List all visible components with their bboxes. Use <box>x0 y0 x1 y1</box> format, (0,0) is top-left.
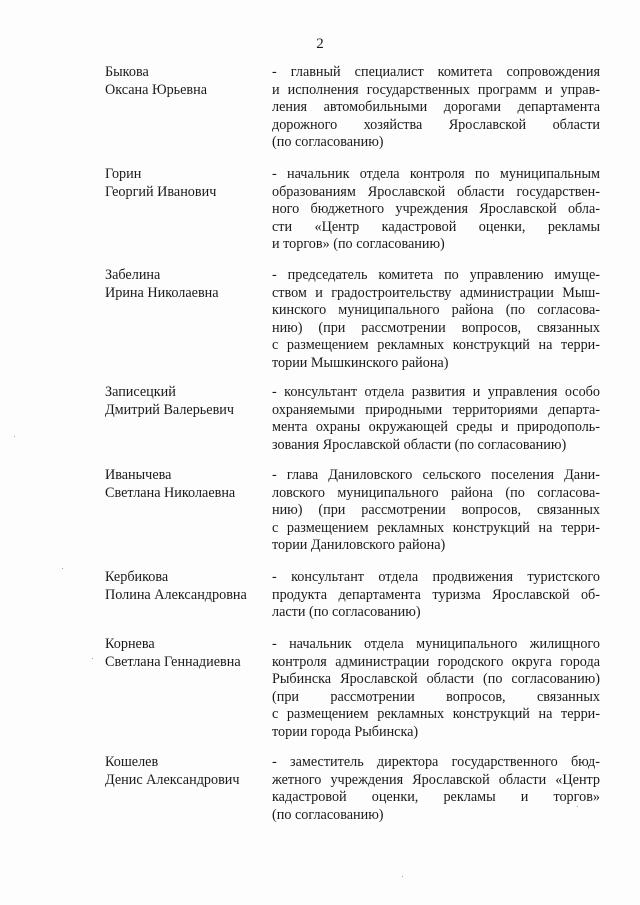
position-line: ления автомобильными дорогами департамента <box>272 99 600 115</box>
member-given-name: Денис Александрович <box>105 771 240 788</box>
position-line: и торгов» (по согласованию) <box>272 236 445 252</box>
member-surname: Корнева <box>105 636 155 652</box>
position-line: - председатель комитета по управлению имуще- <box>272 267 600 283</box>
member-name <box>105 467 265 502</box>
scan-speck <box>402 876 403 877</box>
member-position <box>272 384 600 454</box>
position-line: - начальник отдела контроля по муниципальным <box>272 166 600 182</box>
position-line: - консультант отдела развития и управления особо <box>272 384 600 400</box>
position-line: ласти (по согласованию) <box>272 604 421 620</box>
position-line: (по согласованию) <box>272 134 384 150</box>
scan-speck <box>577 806 578 807</box>
member-surname: Записецкий <box>105 384 176 400</box>
member-surname: Забелина <box>105 267 161 283</box>
position-line: образованиям Ярославской области государствен- <box>272 183 600 200</box>
position-line: с размещением рекламных конструкций на терри- <box>272 337 600 353</box>
member-surname: Быкова <box>105 64 149 80</box>
member-name <box>105 267 265 302</box>
member-name <box>105 64 265 99</box>
scan-speck <box>14 436 15 437</box>
position-line: ловского муниципального района (по согласова- <box>272 484 600 501</box>
position-line: тории Мышкинского района) <box>272 354 449 371</box>
member-given-name: Дмитрий Валерьевич <box>105 401 234 418</box>
page-number: 2 <box>316 36 324 52</box>
member-position <box>272 569 600 622</box>
member-position <box>272 636 600 741</box>
position-line: кинского муниципального района (по согласова- <box>272 302 600 318</box>
member-surname: Кербикова <box>105 569 169 585</box>
position-line: (при рассмотрении вопросов, связанных <box>272 688 600 705</box>
position-line: ного бюджетного учреждения Ярославской обла- <box>272 201 600 217</box>
scan-speck <box>62 568 63 569</box>
member-given-name: Ирина Николаевна <box>105 284 219 301</box>
position-line: ством и градостроительству администрации Мыш- <box>272 284 600 301</box>
member-given-name: Светлана Геннадиевна <box>105 653 241 670</box>
position-line: тории города Рыбинска) <box>272 723 419 740</box>
member-name <box>105 569 265 604</box>
position-line: нию) (при рассмотрении вопросов, связанных <box>272 502 600 518</box>
member-surname: Горин <box>105 166 142 182</box>
member-given-name: Полина Александровна <box>105 586 247 603</box>
position-line: контроля администрации городского округа города <box>272 653 600 670</box>
position-line: с размещением рекламных конструкций на терри- <box>272 706 600 722</box>
position-line: нию) (при рассмотрении вопросов, связанных <box>272 319 600 336</box>
scan-speck <box>92 658 93 659</box>
position-line: и исполнения государственных программ и управ- <box>272 81 600 98</box>
member-position <box>272 754 600 824</box>
position-line: (по согласованию) <box>272 806 384 823</box>
position-line: зования Ярославской области (по согласованию) <box>272 436 567 453</box>
position-line: - заместитель директора государственного бюд- <box>272 754 600 770</box>
member-surname: Иванычева <box>105 467 172 483</box>
position-line: - глава Даниловского сельского поселения Дани- <box>272 467 600 483</box>
member-surname: Кошелев <box>105 754 159 770</box>
member-name <box>105 754 265 789</box>
member-position <box>272 467 600 555</box>
member-position <box>272 267 600 372</box>
position-line: - консультант отдела продвижения туристского <box>272 569 600 585</box>
position-line: - главный специалист комитета сопровождения <box>272 64 600 80</box>
position-line: тории Даниловского района) <box>272 537 446 553</box>
member-position <box>272 166 600 254</box>
position-line: Рыбинска Ярославской области (по согласованию) <box>272 671 600 687</box>
member-name <box>105 636 265 671</box>
position-line: охраняемыми природными территориями департа- <box>272 401 600 418</box>
position-line: мента охраны окружающей среды и природополь- <box>272 419 600 435</box>
position-line: дорожного хозяйства Ярославской области <box>272 116 600 133</box>
member-name <box>105 384 265 419</box>
member-position <box>272 64 600 152</box>
member-given-name: Оксана Юрьевна <box>105 81 208 98</box>
position-line: - начальник отдела муниципального жилищного <box>272 636 600 652</box>
position-line: с размещением рекламных конструкций на терри- <box>272 519 600 536</box>
position-line: кадастровой оценки, рекламы и торгов» <box>272 789 600 805</box>
position-line: сти «Центр кадастровой оценки, рекламы <box>272 218 600 235</box>
member-given-name: Георгий Иванович <box>105 183 217 200</box>
member-name <box>105 166 265 201</box>
position-line: продукта департамента туризма Ярославской об- <box>272 586 600 603</box>
position-line: жетного учреждения Ярославской области «Центр <box>272 771 600 788</box>
member-given-name: Светлана Николаевна <box>105 484 236 501</box>
